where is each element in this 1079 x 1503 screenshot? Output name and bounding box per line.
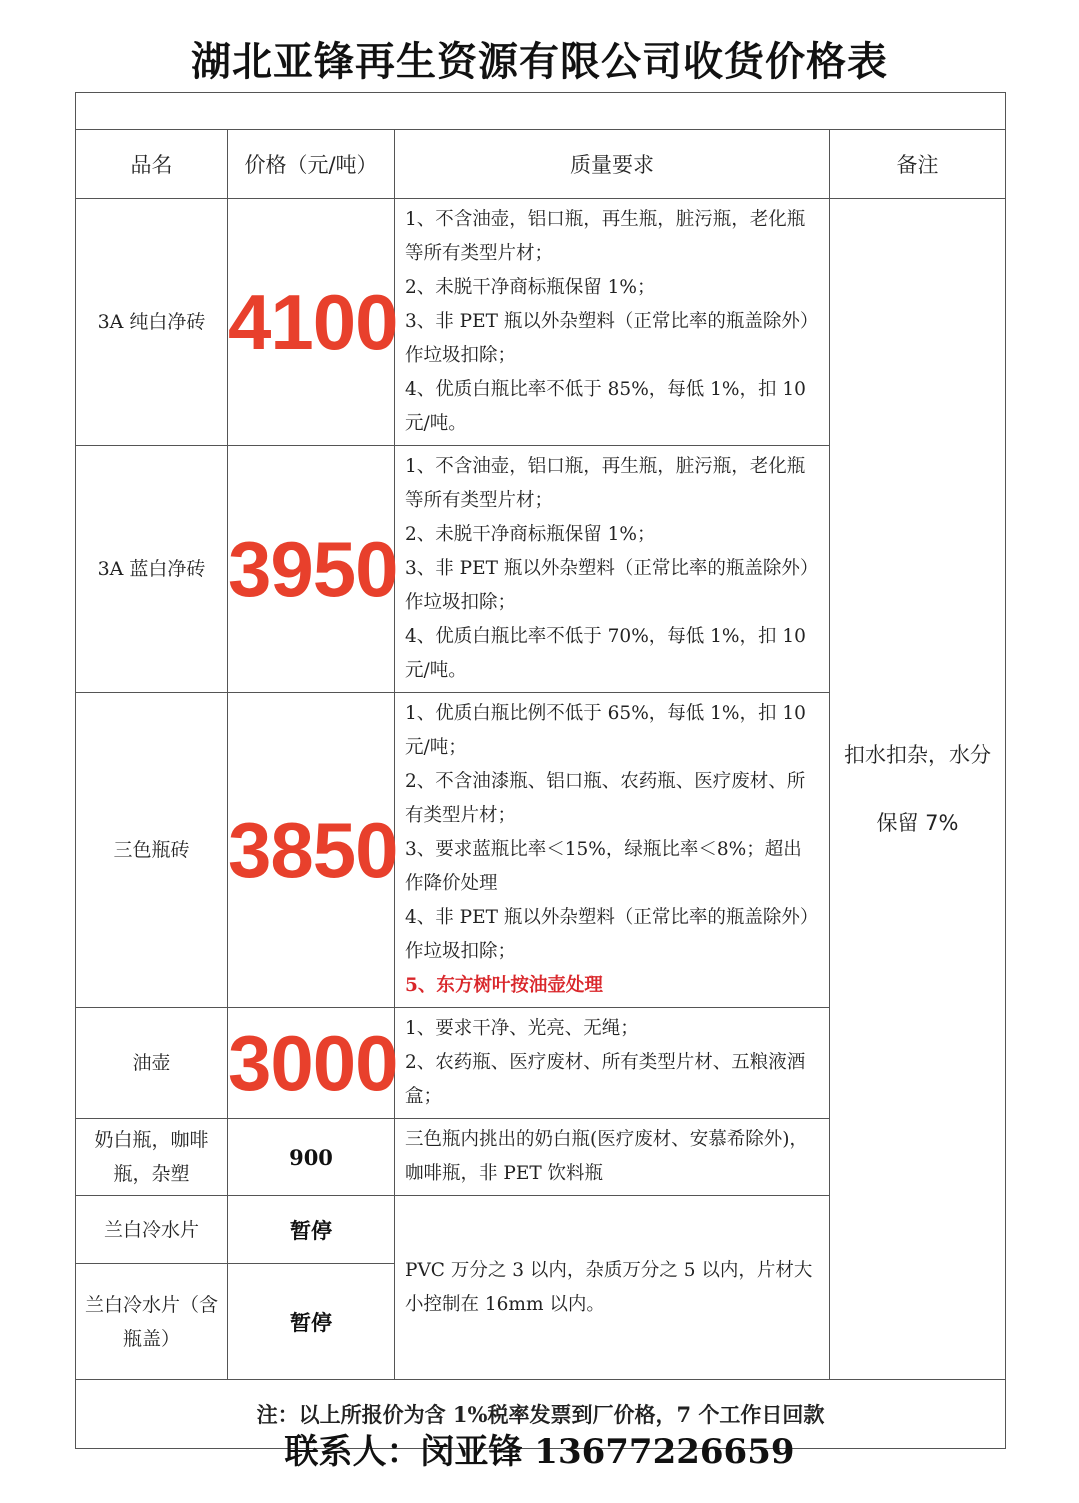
quality-line: 1、不含油壶，铝口瓶，再生瓶，脏污瓶，老化瓶等所有类型片材； <box>405 456 806 511</box>
header-row <box>76 130 1006 199</box>
remark-line: 保留 7% <box>876 811 959 835</box>
quality-line-highlight: 5、东方树叶按油壶处理 <box>405 975 603 996</box>
quality-requirements <box>395 1119 830 1196</box>
quality-requirements <box>395 199 830 446</box>
quality-requirements-shared <box>395 1196 830 1380</box>
remark-cell <box>830 199 1006 1380</box>
item-price: 3000 <box>228 1008 395 1119</box>
footnote: 注：以上所报价为含 1%税率发票到厂价格，7 个工作日回款 <box>76 1380 1006 1449</box>
item-name: 油壶 <box>76 1008 228 1119</box>
item-name: 3A 纯白净砖 <box>76 199 228 446</box>
item-price: 3950 <box>228 446 395 693</box>
quality-requirements <box>395 1008 830 1119</box>
blank-row <box>76 93 1006 130</box>
quality-line: 4、优质白瓶比率不低于 85%，每低 1%，扣 10 元/吨。 <box>405 379 806 434</box>
quality-line: 三色瓶内挑出的奶白瓶(医疗废材、安慕希除外)，咖啡瓶，非 PET 饮料瓶 <box>405 1129 808 1184</box>
item-price: 4100 <box>228 199 395 446</box>
header-quality: 质量要求 <box>395 130 830 199</box>
quality-line: 4、优质白瓶比率不低于 70%，每低 1%，扣 10 元/吨。 <box>405 626 806 681</box>
quality-line: 4、非 PET 瓶以外杂塑料（正常比率的瓶盖除外）作垃圾扣除； <box>405 907 819 962</box>
quality-line: 3、非 PET 瓶以外杂塑料（正常比率的瓶盖除外）作垃圾扣除； <box>405 311 819 366</box>
price-table <box>75 92 1006 1449</box>
item-price: 900 <box>228 1119 395 1196</box>
item-price: 暂停 <box>228 1264 395 1380</box>
remark-line: 扣水扣杂，水分 <box>844 743 991 767</box>
quality-requirements <box>395 693 830 1008</box>
quality-line: 2、不含油漆瓶、铝口瓶、农药瓶、医疗废材、所有类型片材； <box>405 771 806 826</box>
quality-line: 2、未脱干净商标瓶保留 1%； <box>405 277 656 298</box>
quality-line: 2、未脱干净商标瓶保留 1%； <box>405 524 656 545</box>
quality-line: 1、优质白瓶比例不低于 65%，每低 1%，扣 10 元/吨； <box>405 703 806 758</box>
quality-line: 1、不含油壶，铝口瓶，再生瓶，脏污瓶，老化瓶等所有类型片材； <box>405 209 806 264</box>
item-name: 三色瓶砖 <box>76 693 228 1008</box>
header-remark: 备注 <box>830 130 1006 199</box>
item-price: 暂停 <box>228 1196 395 1264</box>
page-title: 湖北亚锋再生资源有限公司收货价格表 <box>191 39 888 85</box>
quality-line: 3、非 PET 瓶以外杂塑料（正常比率的瓶盖除外）作垃圾扣除； <box>405 558 819 613</box>
quality-line: 1、要求干净、光亮、无绳； <box>405 1018 639 1039</box>
contact-line: 联系人：闵亚锋 13677226659 <box>284 1432 795 1472</box>
quality-line: PVC 万分之 3 以内，杂质万分之 5 以内，片材大小控制在 16mm 以内。 <box>405 1259 813 1315</box>
item-price: 3850 <box>228 693 395 1008</box>
item-name: 奶白瓶，咖啡瓶，杂塑 <box>76 1119 228 1196</box>
item-name: 兰白冷水片 <box>76 1196 228 1264</box>
quality-line: 2、农药瓶、医疗废材、所有类型片材、五粮液酒盒； <box>405 1052 806 1107</box>
header-name: 品名 <box>76 130 228 199</box>
quality-requirements <box>395 446 830 693</box>
header-price: 价格（元/吨） <box>228 130 395 199</box>
item-name: 兰白冷水片（含瓶盖） <box>76 1264 228 1380</box>
item-name: 3A 蓝白净砖 <box>76 446 228 693</box>
table-row <box>76 199 1006 446</box>
quality-line: 3、要求蓝瓶比率＜15%，绿瓶比率＜8%；超出作降价处理 <box>405 839 802 894</box>
